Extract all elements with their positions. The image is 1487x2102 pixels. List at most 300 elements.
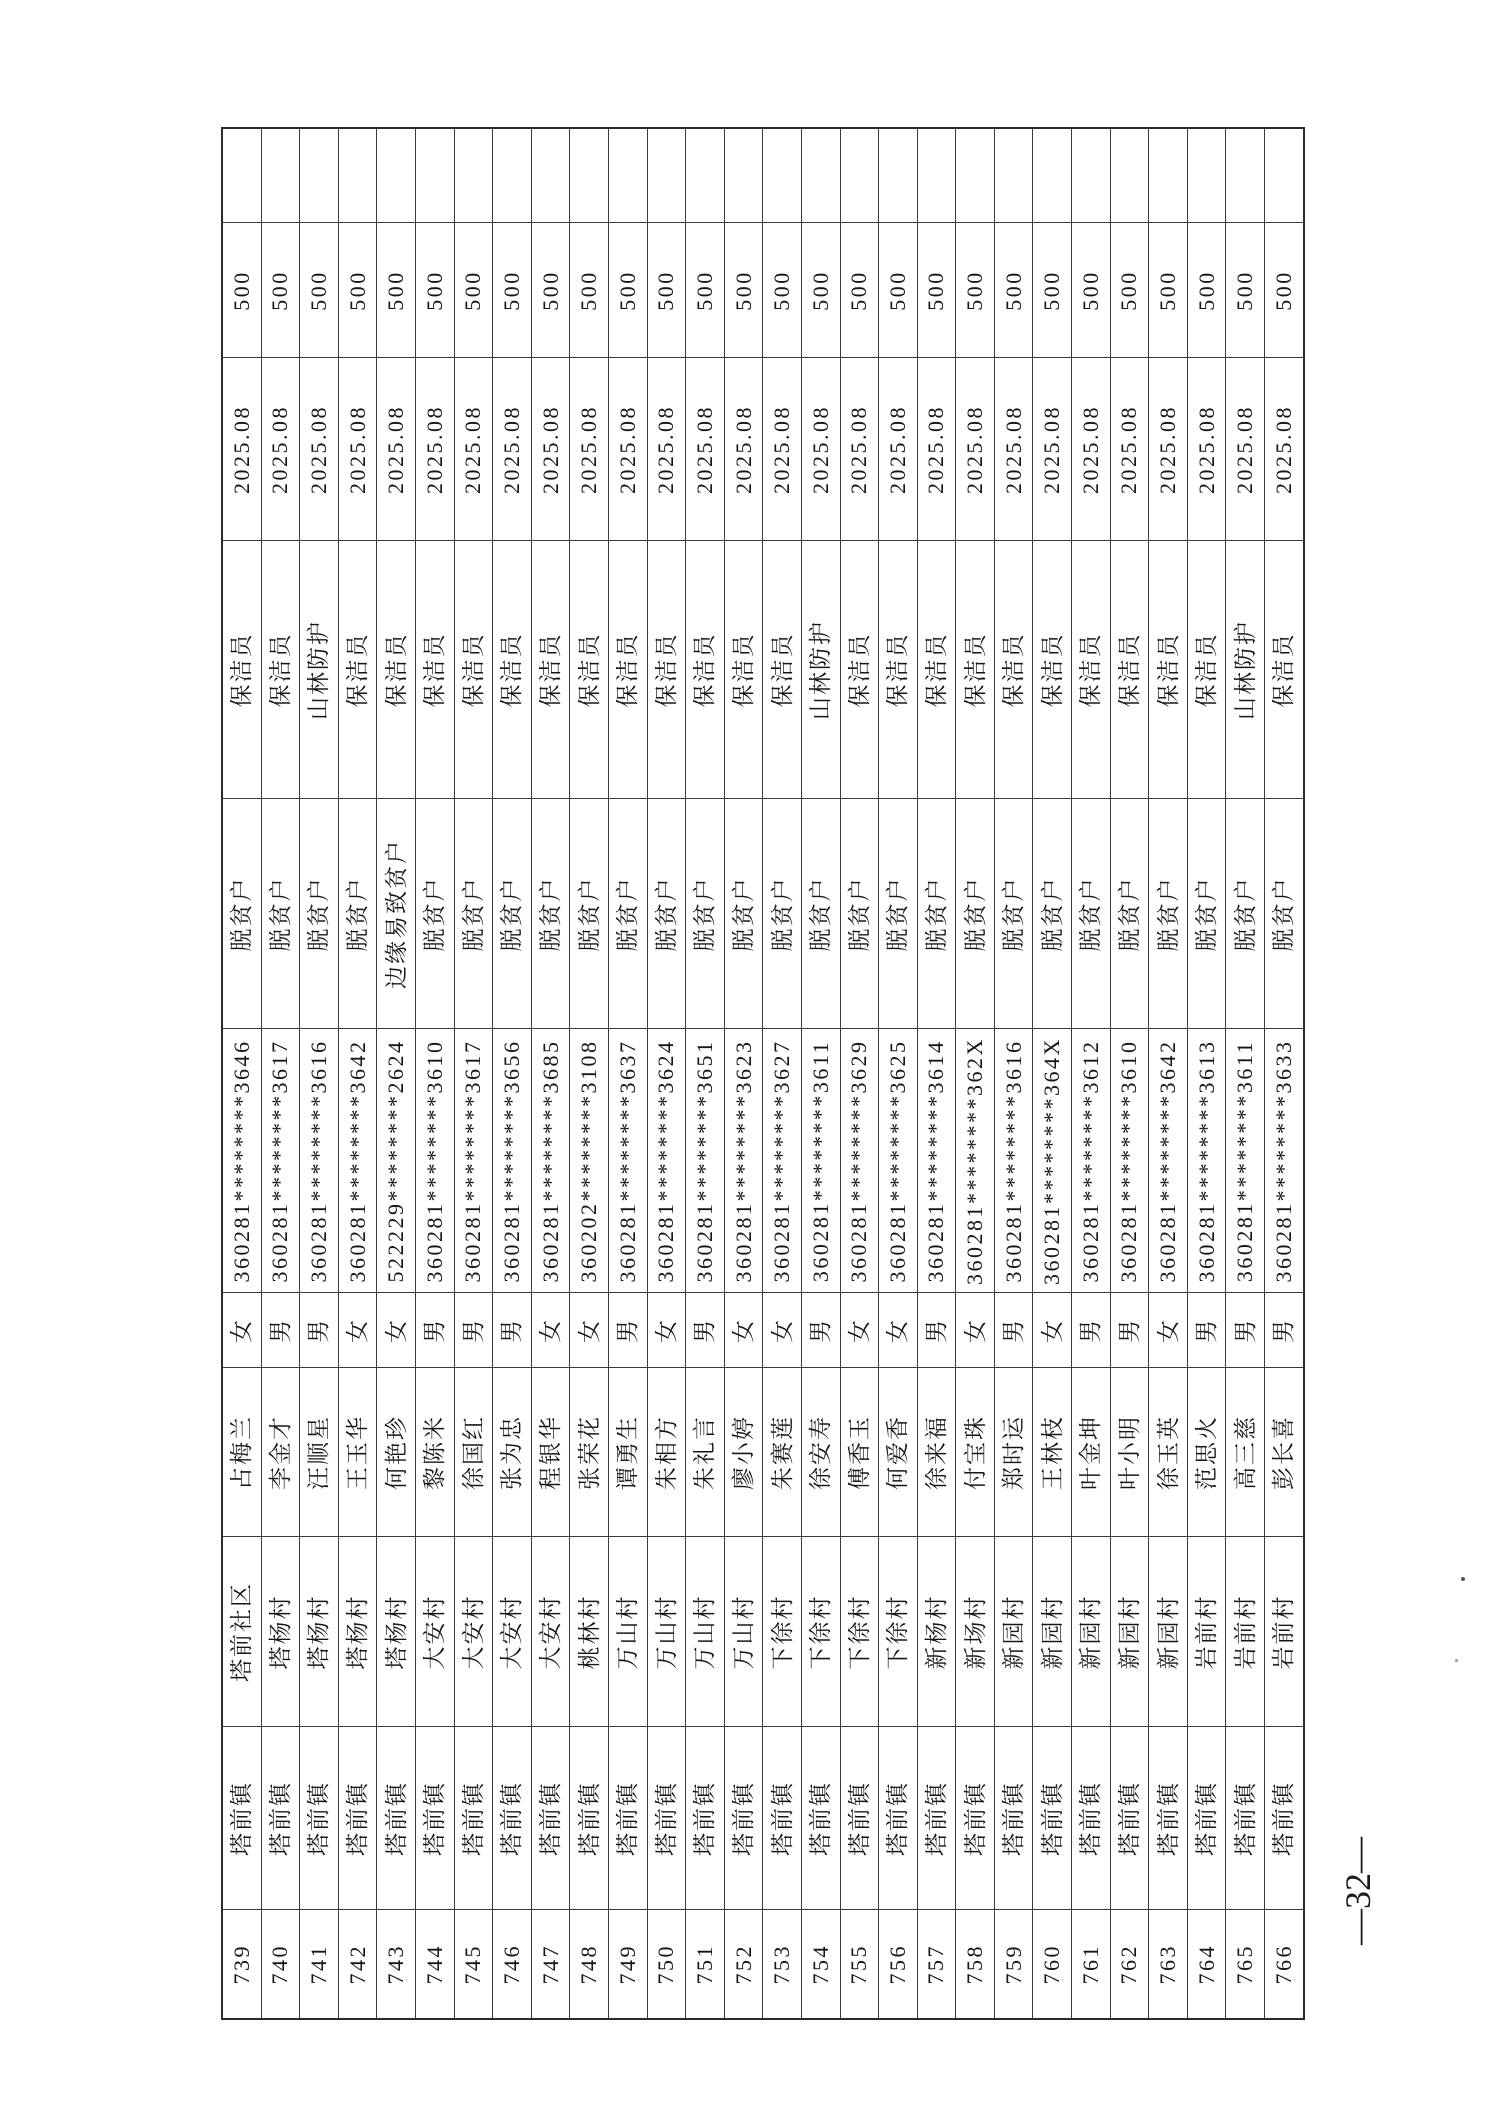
row-number-cell: 762	[1110, 1910, 1149, 2019]
amount-cell: 500	[531, 223, 570, 358]
remark-cell	[261, 128, 300, 223]
remark-cell	[1033, 128, 1072, 223]
table-row	[1072, 128, 1111, 2019]
gender-cell: 男	[261, 1293, 300, 1368]
town-cell: 塔前镇	[493, 1727, 532, 1910]
gender-cell: 男	[1110, 1293, 1149, 1368]
gender-cell: 女	[1033, 1293, 1072, 1368]
amount-cell: 500	[994, 223, 1033, 358]
page-number: —32—	[1338, 1837, 1378, 1945]
remark-cell	[1072, 128, 1111, 223]
gender-cell: 女	[338, 1293, 377, 1368]
id-number-cell: 360281********3651	[686, 1029, 725, 1293]
date-cell: 2025.08	[840, 358, 879, 541]
gender-cell: 女	[956, 1293, 995, 1368]
village-cell: 下徐村	[763, 1537, 802, 1727]
id-number-cell: 360281********3610	[1110, 1029, 1149, 1293]
amount-cell: 500	[570, 223, 609, 358]
town-cell: 塔前镇	[840, 1727, 879, 1910]
town-cell: 塔前镇	[917, 1727, 956, 1910]
table-row	[1033, 128, 1072, 2019]
name-cell: 徐玉英	[1149, 1368, 1188, 1537]
household-type-cell: 脱贫户	[1110, 799, 1149, 1029]
row-number-cell: 741	[300, 1910, 339, 2019]
table-row	[1265, 128, 1304, 2019]
id-number-cell: 360281********3624	[647, 1029, 686, 1293]
table-row	[956, 128, 995, 2019]
remark-cell	[415, 128, 454, 223]
gender-cell: 男	[801, 1293, 840, 1368]
date-cell: 2025.08	[338, 358, 377, 541]
household-type-cell: 脱贫户	[686, 799, 725, 1029]
household-type-cell: 脱贫户	[493, 799, 532, 1029]
household-type-cell: 脱贫户	[956, 799, 995, 1029]
table-row	[724, 128, 763, 2019]
village-cell: 下徐村	[879, 1537, 918, 1727]
amount-cell: 500	[454, 223, 493, 358]
amount-cell: 500	[956, 223, 995, 358]
household-type-cell: 脱贫户	[763, 799, 802, 1029]
gender-cell: 男	[686, 1293, 725, 1368]
village-cell: 新杨村	[917, 1537, 956, 1727]
job-cell: 保洁员	[1072, 541, 1111, 799]
village-cell: 桃林村	[570, 1537, 609, 1727]
remark-cell	[763, 128, 802, 223]
name-cell: 傅香玉	[840, 1368, 879, 1537]
remark-cell	[840, 128, 879, 223]
amount-cell: 500	[1110, 223, 1149, 358]
gender-cell: 女	[647, 1293, 686, 1368]
job-cell: 保洁员	[1149, 541, 1188, 799]
amount-cell: 500	[300, 223, 339, 358]
date-cell: 2025.08	[1187, 358, 1226, 541]
name-cell: 郑时运	[994, 1368, 1033, 1537]
date-cell: 2025.08	[1072, 358, 1111, 541]
town-cell: 塔前镇	[647, 1727, 686, 1910]
amount-cell: 500	[1072, 223, 1111, 358]
household-type-cell: 脱贫户	[1226, 799, 1265, 1029]
table-row	[300, 128, 339, 2019]
remark-cell	[1110, 128, 1149, 223]
household-type-cell: 脱贫户	[1187, 799, 1226, 1029]
job-cell: 保洁员	[454, 541, 493, 799]
gender-cell: 男	[300, 1293, 339, 1368]
household-type-cell: 脱贫户	[338, 799, 377, 1029]
name-cell: 谭勇生	[608, 1368, 647, 1537]
gender-cell: 女	[840, 1293, 879, 1368]
name-cell: 朱相方	[647, 1368, 686, 1537]
village-cell: 塔杨村	[338, 1537, 377, 1727]
row-number-cell: 750	[647, 1910, 686, 2019]
town-cell: 塔前镇	[956, 1727, 995, 1910]
village-cell: 新场村	[956, 1537, 995, 1727]
table-row	[377, 128, 416, 2019]
gender-cell: 男	[493, 1293, 532, 1368]
date-cell: 2025.08	[493, 358, 532, 541]
name-cell: 张为忠	[493, 1368, 532, 1537]
household-type-cell: 脱贫户	[1033, 799, 1072, 1029]
amount-cell: 500	[917, 223, 956, 358]
table-row	[454, 128, 493, 2019]
town-cell: 塔前镇	[801, 1727, 840, 1910]
job-cell: 保洁员	[763, 541, 802, 799]
id-number-cell: 360281********3610	[415, 1029, 454, 1293]
amount-cell: 500	[1149, 223, 1188, 358]
name-cell: 叶小明	[1110, 1368, 1149, 1537]
town-cell: 塔前镇	[570, 1727, 609, 1910]
name-cell: 程银华	[531, 1368, 570, 1537]
town-cell: 塔前镇	[1265, 1727, 1304, 1910]
id-number-cell: 360281********3637	[608, 1029, 647, 1293]
name-cell: 彭长喜	[1265, 1368, 1304, 1537]
household-type-cell: 脱贫户	[608, 799, 647, 1029]
row-number-cell: 764	[1187, 1910, 1226, 2019]
job-cell: 保洁员	[531, 541, 570, 799]
job-cell: 保洁员	[1033, 541, 1072, 799]
name-cell: 徐安寿	[801, 1368, 840, 1537]
date-cell: 2025.08	[454, 358, 493, 541]
name-cell: 占梅兰	[222, 1368, 261, 1537]
job-cell: 保洁员	[840, 541, 879, 799]
id-number-cell: 360281********3614	[917, 1029, 956, 1293]
table-row	[338, 128, 377, 2019]
job-cell: 山林防护	[1226, 541, 1265, 799]
village-cell: 岩前村	[1265, 1537, 1304, 1727]
table-row	[763, 128, 802, 2019]
village-cell: 岩前村	[1226, 1537, 1265, 1727]
household-type-cell: 脱贫户	[1265, 799, 1304, 1029]
amount-cell: 500	[493, 223, 532, 358]
table-row	[493, 128, 532, 2019]
rotated-table-sheet	[221, 129, 1297, 2020]
town-cell: 塔前镇	[1149, 1727, 1188, 1910]
date-cell: 2025.08	[261, 358, 300, 541]
row-number-cell: 742	[338, 1910, 377, 2019]
name-cell: 徐国红	[454, 1368, 493, 1537]
date-cell: 2025.08	[724, 358, 763, 541]
job-cell: 保洁员	[1187, 541, 1226, 799]
table-row	[261, 128, 300, 2019]
id-number-cell: 360281********3611	[801, 1029, 840, 1293]
job-cell: 保洁员	[608, 541, 647, 799]
date-cell: 2025.08	[647, 358, 686, 541]
remark-cell	[801, 128, 840, 223]
town-cell: 塔前镇	[1033, 1727, 1072, 1910]
village-cell: 万山村	[724, 1537, 763, 1727]
village-cell: 新园村	[1072, 1537, 1111, 1727]
date-cell: 2025.08	[1033, 358, 1072, 541]
id-number-cell: 360281********3617	[454, 1029, 493, 1293]
remark-cell	[1187, 128, 1226, 223]
village-cell: 万山村	[647, 1537, 686, 1727]
household-type-cell: 脱贫户	[1072, 799, 1111, 1029]
remark-cell	[570, 128, 609, 223]
remark-cell	[493, 128, 532, 223]
table-row	[1149, 128, 1188, 2019]
job-cell: 山林防护	[300, 541, 339, 799]
id-number-cell: 360281********3616	[300, 1029, 339, 1293]
town-cell: 塔前镇	[531, 1727, 570, 1910]
table-row	[415, 128, 454, 2019]
village-cell: 新园村	[1149, 1537, 1188, 1727]
date-cell: 2025.08	[1265, 358, 1304, 541]
row-number-cell: 757	[917, 1910, 956, 2019]
job-cell: 保洁员	[994, 541, 1033, 799]
row-number-cell: 765	[1226, 1910, 1265, 2019]
amount-cell: 500	[377, 223, 416, 358]
id-number-cell: 360281********3616	[994, 1029, 1033, 1293]
remark-cell	[608, 128, 647, 223]
household-type-cell: 脱贫户	[415, 799, 454, 1029]
id-number-cell: 360281********364X	[1033, 1029, 1072, 1293]
village-cell: 下徐村	[840, 1537, 879, 1727]
household-type-cell: 脱贫户	[917, 799, 956, 1029]
name-cell: 高三慈	[1226, 1368, 1265, 1537]
table-row	[994, 128, 1033, 2019]
date-cell: 2025.08	[917, 358, 956, 541]
remark-cell	[879, 128, 918, 223]
household-type-cell: 脱贫户	[724, 799, 763, 1029]
gender-cell: 男	[608, 1293, 647, 1368]
gender-cell: 男	[1072, 1293, 1111, 1368]
remark-cell	[647, 128, 686, 223]
id-number-cell: 360281********3642	[1149, 1029, 1188, 1293]
gender-cell: 女	[377, 1293, 416, 1368]
row-number-cell: 766	[1265, 1910, 1304, 2019]
amount-cell: 500	[840, 223, 879, 358]
amount-cell: 500	[222, 223, 261, 358]
gender-cell: 女	[763, 1293, 802, 1368]
amount-cell: 500	[1265, 223, 1304, 358]
job-cell: 保洁员	[686, 541, 725, 799]
town-cell: 塔前镇	[338, 1727, 377, 1910]
table-row	[917, 128, 956, 2019]
table-row	[801, 128, 840, 2019]
town-cell: 塔前镇	[377, 1727, 416, 1910]
household-type-cell: 脱贫户	[994, 799, 1033, 1029]
job-cell: 保洁员	[261, 541, 300, 799]
id-number-cell: 360281********3611	[1226, 1029, 1265, 1293]
row-number-cell: 753	[763, 1910, 802, 2019]
name-cell: 张荣花	[570, 1368, 609, 1537]
row-number-cell: 752	[724, 1910, 763, 2019]
job-cell: 保洁员	[879, 541, 918, 799]
id-number-cell: 360281********3627	[763, 1029, 802, 1293]
job-cell: 保洁员	[1265, 541, 1304, 799]
table-row	[608, 128, 647, 2019]
table-row	[1226, 128, 1265, 2019]
job-cell: 保洁员	[724, 541, 763, 799]
gender-cell: 女	[570, 1293, 609, 1368]
id-number-cell: 360281********3617	[261, 1029, 300, 1293]
row-number-cell: 756	[879, 1910, 918, 2019]
remark-cell	[531, 128, 570, 223]
id-number-cell: 360281********362X	[956, 1029, 995, 1293]
remark-cell	[686, 128, 725, 223]
household-type-cell: 脱贫户	[801, 799, 840, 1029]
job-cell: 山林防护	[801, 541, 840, 799]
table-row	[840, 128, 879, 2019]
household-type-cell: 脱贫户	[531, 799, 570, 1029]
amount-cell: 500	[1226, 223, 1265, 358]
name-cell: 何爱香	[879, 1368, 918, 1537]
date-cell: 2025.08	[222, 358, 261, 541]
amount-cell: 500	[261, 223, 300, 358]
id-number-cell: 360281********3629	[840, 1029, 879, 1293]
name-cell: 廖小婷	[724, 1368, 763, 1537]
name-cell: 叶金坤	[1072, 1368, 1111, 1537]
remark-cell	[1265, 128, 1304, 223]
row-number-cell: 749	[608, 1910, 647, 2019]
row-number-cell: 746	[493, 1910, 532, 2019]
date-cell: 2025.08	[1110, 358, 1149, 541]
id-number-cell: 360281********3613	[1187, 1029, 1226, 1293]
row-number-cell: 747	[531, 1910, 570, 2019]
name-cell: 朱礼言	[686, 1368, 725, 1537]
row-number-cell: 761	[1072, 1910, 1111, 2019]
subsidy-roster-table	[221, 127, 1305, 2020]
amount-cell: 500	[1187, 223, 1226, 358]
job-cell: 保洁员	[338, 541, 377, 799]
date-cell: 2025.08	[956, 358, 995, 541]
gender-cell: 女	[724, 1293, 763, 1368]
amount-cell: 500	[686, 223, 725, 358]
date-cell: 2025.08	[763, 358, 802, 541]
id-number-cell: 360281********3612	[1072, 1029, 1111, 1293]
village-cell: 下徐村	[801, 1537, 840, 1727]
town-cell: 塔前镇	[763, 1727, 802, 1910]
amount-cell: 500	[1033, 223, 1072, 358]
id-number-cell: 360202********3108	[570, 1029, 609, 1293]
amount-cell: 500	[647, 223, 686, 358]
gender-cell: 女	[879, 1293, 918, 1368]
town-cell: 塔前镇	[222, 1727, 261, 1910]
household-type-cell: 脱贫户	[1149, 799, 1188, 1029]
table-row	[686, 128, 725, 2019]
remark-cell	[917, 128, 956, 223]
row-number-cell: 758	[956, 1910, 995, 2019]
table-row	[1187, 128, 1226, 2019]
village-cell: 大安村	[493, 1537, 532, 1727]
amount-cell: 500	[608, 223, 647, 358]
remark-cell	[377, 128, 416, 223]
village-cell: 塔前社区	[222, 1537, 261, 1727]
village-cell: 万山村	[686, 1537, 725, 1727]
household-type-cell: 脱贫户	[454, 799, 493, 1029]
date-cell: 2025.08	[801, 358, 840, 541]
job-cell: 保洁员	[493, 541, 532, 799]
name-cell: 何艳珍	[377, 1368, 416, 1537]
gender-cell: 男	[415, 1293, 454, 1368]
village-cell: 岩前村	[1187, 1537, 1226, 1727]
town-cell: 塔前镇	[1072, 1727, 1111, 1910]
row-number-cell: 760	[1033, 1910, 1072, 2019]
amount-cell: 500	[801, 223, 840, 358]
name-cell: 付宝珠	[956, 1368, 995, 1537]
date-cell: 2025.08	[1226, 358, 1265, 541]
town-cell: 塔前镇	[879, 1727, 918, 1910]
date-cell: 2025.08	[608, 358, 647, 541]
amount-cell: 500	[763, 223, 802, 358]
row-number-cell: 743	[377, 1910, 416, 2019]
gender-cell: 男	[917, 1293, 956, 1368]
table-row	[879, 128, 918, 2019]
id-number-cell: 522229********2624	[377, 1029, 416, 1293]
village-cell: 大安村	[454, 1537, 493, 1727]
household-type-cell: 脱贫户	[647, 799, 686, 1029]
household-type-cell: 脱贫户	[261, 799, 300, 1029]
town-cell: 塔前镇	[1187, 1727, 1226, 1910]
job-cell: 保洁员	[917, 541, 956, 799]
row-number-cell: 740	[261, 1910, 300, 2019]
date-cell: 2025.08	[415, 358, 454, 541]
household-type-cell: 脱贫户	[222, 799, 261, 1029]
job-cell: 保洁员	[415, 541, 454, 799]
village-cell: 新园村	[994, 1537, 1033, 1727]
village-cell: 万山村	[608, 1537, 647, 1727]
date-cell: 2025.08	[879, 358, 918, 541]
date-cell: 2025.08	[377, 358, 416, 541]
remark-cell	[1149, 128, 1188, 223]
table-row	[647, 128, 686, 2019]
gender-cell: 男	[994, 1293, 1033, 1368]
town-cell: 塔前镇	[1226, 1727, 1265, 1910]
table-row	[1110, 128, 1149, 2019]
name-cell: 王林枝	[1033, 1368, 1072, 1537]
village-cell: 塔杨村	[300, 1537, 339, 1727]
name-cell: 朱赛莲	[763, 1368, 802, 1537]
remark-cell	[1226, 128, 1265, 223]
id-number-cell: 360281********3623	[724, 1029, 763, 1293]
date-cell: 2025.08	[531, 358, 570, 541]
name-cell: 李金才	[261, 1368, 300, 1537]
row-number-cell: 751	[686, 1910, 725, 2019]
row-number-cell: 745	[454, 1910, 493, 2019]
date-cell: 2025.08	[686, 358, 725, 541]
gender-cell: 男	[454, 1293, 493, 1368]
job-cell: 保洁员	[570, 541, 609, 799]
remark-cell	[994, 128, 1033, 223]
name-cell: 黎陈米	[415, 1368, 454, 1537]
town-cell: 塔前镇	[994, 1727, 1033, 1910]
date-cell: 2025.08	[1149, 358, 1188, 541]
household-type-cell: 边缘易致贫户	[377, 799, 416, 1029]
town-cell: 塔前镇	[415, 1727, 454, 1910]
name-cell: 范思火	[1187, 1368, 1226, 1537]
village-cell: 新园村	[1033, 1537, 1072, 1727]
remark-cell	[724, 128, 763, 223]
remark-cell	[454, 128, 493, 223]
town-cell: 塔前镇	[261, 1727, 300, 1910]
village-cell: 大安村	[415, 1537, 454, 1727]
gender-cell: 女	[531, 1293, 570, 1368]
row-number-cell: 759	[994, 1910, 1033, 2019]
scan-speck	[1461, 1577, 1465, 1581]
gender-cell: 女	[1149, 1293, 1188, 1368]
town-cell: 塔前镇	[1110, 1727, 1149, 1910]
amount-cell: 500	[879, 223, 918, 358]
scan-speck	[1455, 1659, 1458, 1662]
amount-cell: 500	[338, 223, 377, 358]
id-number-cell: 360281********3625	[879, 1029, 918, 1293]
date-cell: 2025.08	[994, 358, 1033, 541]
household-type-cell: 脱贫户	[570, 799, 609, 1029]
row-number-cell: 763	[1149, 1910, 1188, 2019]
job-cell: 保洁员	[1110, 541, 1149, 799]
remark-cell	[300, 128, 339, 223]
id-number-cell: 360281********3685	[531, 1029, 570, 1293]
amount-cell: 500	[724, 223, 763, 358]
